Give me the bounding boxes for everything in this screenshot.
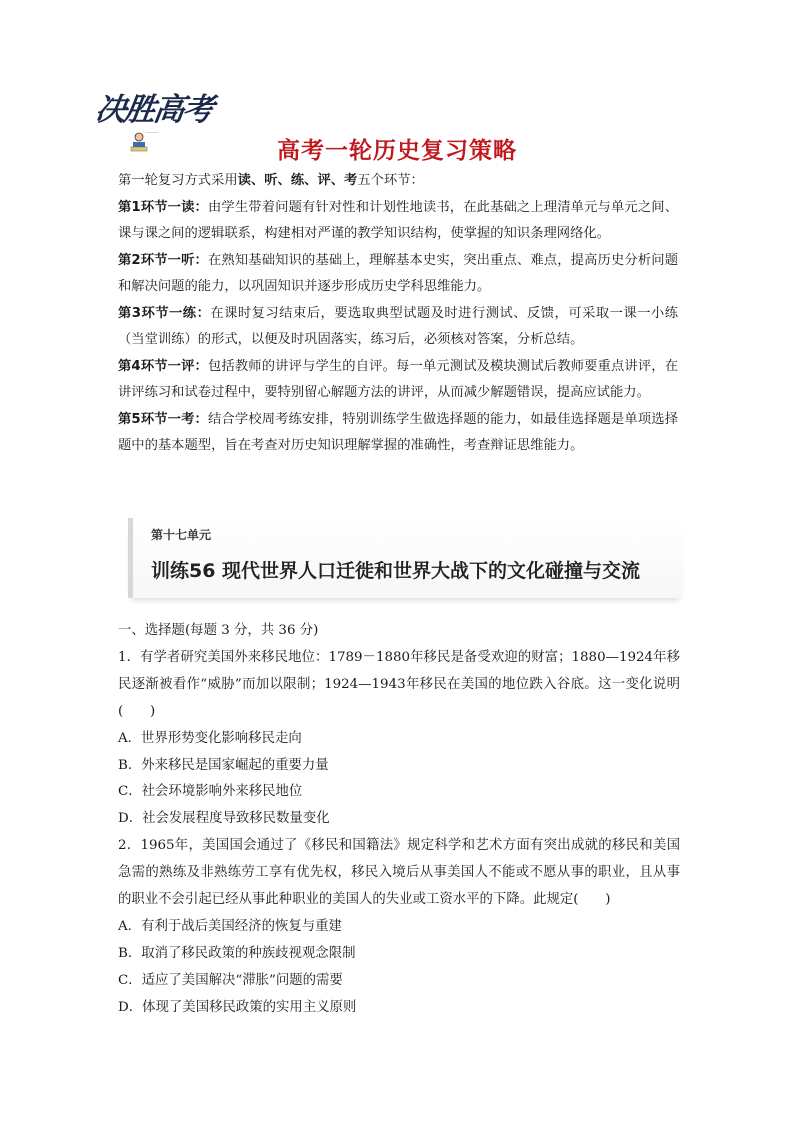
step-text: 在熟知基础知识的基础上，理解基本史实，突出重点、难点，提高历史分析问题和解决问题的能力，以巩固知识并逐步形成历史学科思维能力。	[118, 252, 678, 294]
intro-section	[118, 168, 678, 460]
step-text: 在课时复习结束后，要选取典型试题及时进行测试、反馈，可采取一课一小练（当堂训练）的形式，以便及时巩固落实，练习后，必须核对答案，分析总结。	[118, 305, 678, 347]
question-2-option-c: C．适应了美国解决“滞胀”问题的需要	[118, 972, 343, 988]
question-1-option-c: C．社会环境影响外来移民地位	[118, 784, 303, 800]
banner-box	[128, 518, 683, 598]
step-1	[118, 195, 678, 248]
step-label: 第3环节一练：	[118, 305, 211, 321]
intro-suffix: 五个环节：	[357, 173, 424, 188]
unit-banner	[118, 518, 678, 614]
logo-small-text: ……	[146, 128, 158, 135]
step-2	[118, 248, 678, 301]
step-5	[118, 407, 678, 460]
training-title: 训练56 现代世界人口迁徙和世界大战下的文化碰撞与交流	[151, 560, 641, 582]
intro-line	[118, 168, 678, 195]
step-text: 由学生带着问题有针对性和计划性地读书，在此基础之上理清单元与单元之间、课与课之间的逻辑联系，构建相对严谨的教学知识结构，使掌握的知识条理网络化。	[118, 199, 678, 241]
question-2-stem: 2．1965年，美国国会通过了《移民和国籍法》规定科学和艺术方面有突出成就的移民和美国急需的熟练及非熟练劳工享有优先权，移民入境后从事美国人不能或不愿从事的职业，且从事的职业不会引起已经从事此种职业的美国人的失业或工资水平的下降。此规定( )	[118, 838, 680, 908]
question-2-option-a: A．有利于战后美国经济的恢复与重建	[118, 918, 342, 934]
intro-bold: 读、听、练、评、考	[237, 173, 358, 188]
intro-prefix: 第一轮复习方式采用	[118, 173, 238, 188]
step-3	[118, 301, 678, 354]
step-4	[118, 354, 678, 407]
step-label: 第2环节一听：	[118, 252, 208, 268]
section-heading: 一、选择题(每题 3 分，共 36 分)	[118, 623, 319, 638]
step-label: 第1环节一读：	[118, 199, 208, 215]
question-1-option-a: A．世界形势变化影响移民走向	[118, 730, 302, 746]
question-2-option-d: D．体现了美国移民政策的实用主义原则	[118, 999, 357, 1015]
question-1-option-d: D．社会发展程度导致移民数量变化	[118, 811, 330, 827]
question-1-option-b: B．外来移民是国家崛起的重要力量	[118, 757, 329, 773]
question-1-stem: 1．有学者研究美国外来移民地位：1789－1880年移民是备受欢迎的财富；1880—1924年移民逐渐被看作“威胁”而加以限制；1924—1943年移民在美国的地位跌入谷底。这一变化说明( )	[118, 649, 680, 719]
questions-section	[118, 618, 680, 1022]
unit-label: 第十七单元	[151, 528, 212, 542]
question-2-option-b: B．取消了移民政策的种族歧视观念限制	[118, 945, 356, 961]
logo-text: 决胜高考	[92, 92, 215, 128]
step-text: 包括教师的讲评与学生的自评。每一单元测试及模块测试后教师要重点讲评，在讲评练习和试卷过程中，要特别留心解题方法的讲评，从而减少解题错误，提高应试能力。	[118, 358, 678, 400]
page-title: 高考一轮历史复习策略	[277, 138, 517, 164]
step-text: 结合学校周考练安排，特别训练学生做选择题的能力，如最佳选择题是单项选择题中的基本题型，旨在考查对历史知识理解掌握的准确性，考查辩证思维能力。	[118, 411, 678, 453]
step-label: 第4环节一评：	[118, 358, 208, 374]
step-label: 第5环节一考：	[118, 411, 208, 427]
